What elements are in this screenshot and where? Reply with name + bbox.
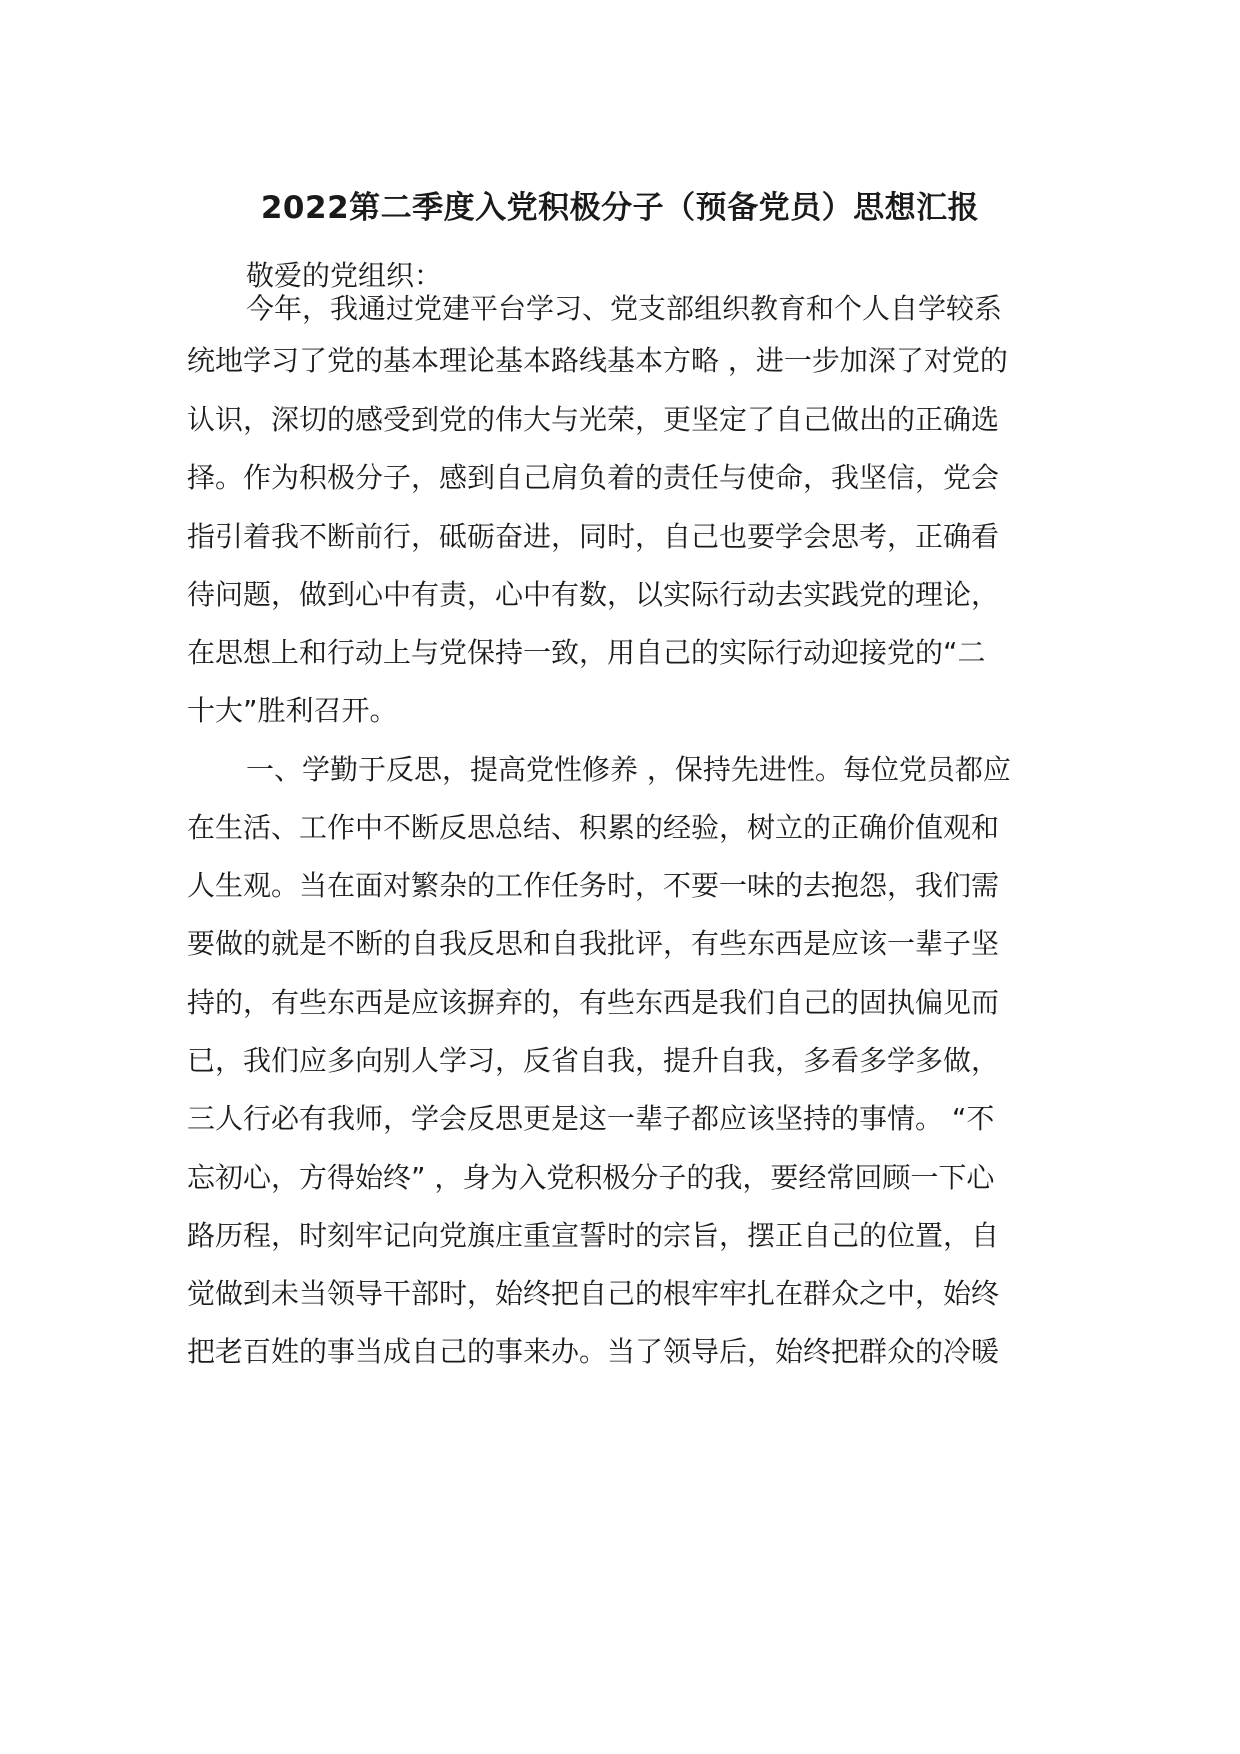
paragraph-line: 指引着我不断前行，砥砺奋进，同时，自己也要学会思考，正确看 <box>187 520 1000 553</box>
paragraph-line: 把老百姓的事当成自己的事来办。当了领导后，始终把群众的冷暖 <box>187 1335 1000 1368</box>
paragraph-line: 统地学习了党的基本理论基本路线基本方略 ，进一步加深了对党的 <box>187 344 1008 377</box>
paragraph-line: 在思想上和行动上与党保持一致，用自己的实际行动迎接党的“二 <box>187 636 986 669</box>
paragraph-line: 持的，有些东西是应该摒弃的，有些东西是我们自己的固执偏见而 <box>187 986 1000 1019</box>
paragraph-line: 一、学勤于反思，提高党性修养 ，保持先进性。每位党员都应 <box>246 753 1011 786</box>
paragraph-line: 要做的就是不断的自我反思和自我批评，有些东西是应该一辈子坚 <box>187 927 1000 960</box>
paragraph-line: 已，我们应多向别人学习，反省自我，提升自我，多看多学多做， <box>187 1044 1000 1077</box>
paragraph-line: 今年，我通过党建平台学习、党支部组织教育和个人自学较系 <box>246 292 1003 325</box>
paragraph-line: 十大”胜利召开。 <box>187 694 398 727</box>
paragraph-line: 待问题，做到心中有责，心中有数，以实际行动去实践党的理论， <box>187 578 1000 611</box>
paragraph-line: 觉做到未当领导干部时，始终把自己的根牢牢扎在群众之中，始终 <box>187 1277 1000 1310</box>
paragraph-line: 人生观。当在面对繁杂的工作任务时，不要一味的去抱怨，我们需 <box>187 869 1000 902</box>
paragraph-line: 路历程，时刻牢记向党旗庄重宣誓时的宗旨，摆正自己的位置，自 <box>187 1219 1000 1252</box>
paragraph-line: 认识，深切的感受到党的伟大与光荣，更坚定了自己做出的正确选 <box>187 403 1000 436</box>
paragraph-line: 择。作为积极分子，感到自己肩负着的责任与使命，我坚信，党会 <box>187 461 1000 494</box>
salutation: 敬爱的党组织： <box>246 259 443 292</box>
paragraph-line: 忘初心，方得始终” ，身为入党积极分子的我，要经常回顾一下心 <box>187 1161 995 1194</box>
paragraph-line: 在生活、工作中不断反思总结、积累的经验，树立的正确价值观和 <box>187 811 1000 844</box>
document-title: 2022第二季度入党积极分子（预备党员）思想汇报 <box>260 190 980 226</box>
paragraph-line: 三人行必有我师，学会反思更是这一辈子都应该坚持的事情。 “不 <box>187 1102 995 1135</box>
